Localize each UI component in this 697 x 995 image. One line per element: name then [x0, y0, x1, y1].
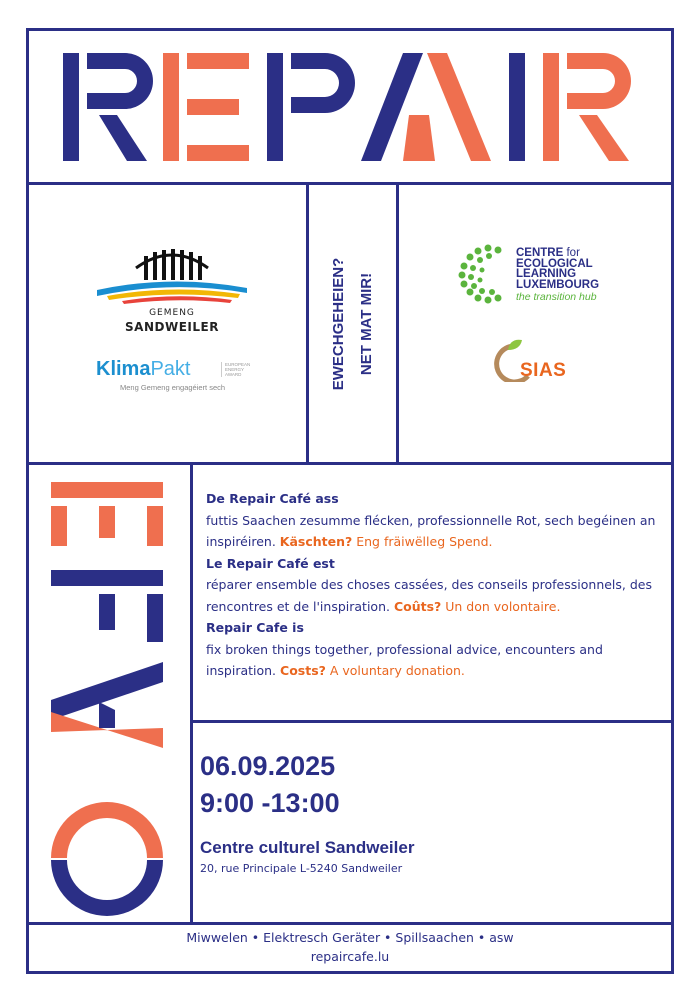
gemeng-sandweiler-logo — [92, 240, 252, 334]
slogan-box — [310, 186, 396, 462]
sias-wordmark: SIAS — [520, 360, 567, 381]
lb-heading: De Repair Café ass — [206, 491, 339, 506]
footer-url[interactable]: repaircafe.lu — [310, 949, 390, 964]
fr-heading: Le Repair Café est — [206, 555, 335, 571]
cell-name — [516, 248, 599, 290]
event-address: 20, rue Principale L-5240 Sandweiler — [200, 862, 403, 875]
lb-cost-value: Eng fräiwëlleg Spend. — [352, 534, 493, 549]
event-venue: Centre culturel Sandweiler — [200, 838, 415, 857]
cell-line: ECOLOGICAL — [516, 257, 593, 270]
cell-line: LEARNING — [516, 268, 577, 280]
fr-cost-value: Un don volontaire. — [441, 598, 561, 614]
event-date: 06.09.2025 — [200, 751, 336, 781]
fr-text: réparer ensemble des choses cassées, des conseils professionnels, des rencontres et de l'inspiration. — [206, 577, 652, 614]
cell-line: CENTRE — [516, 247, 564, 259]
description-block — [206, 488, 666, 682]
footer-items: Miwwelen • Elektresch Geräter • Spillsaachen • asw — [186, 930, 514, 945]
fr-cost-label: Coûts? — [393, 598, 442, 614]
divider — [26, 462, 674, 465]
energy-award-label — [221, 362, 250, 377]
footer — [29, 928, 671, 966]
klimapakt-logo — [96, 358, 256, 392]
cell-logo — [458, 242, 658, 310]
slogan-line-1: EWECHGEHEIEN? — [330, 257, 347, 391]
en-paragraph — [206, 639, 666, 682]
en-text: fix broken things together, professional advice, encounters and inspiration. — [206, 641, 603, 678]
sias-logo — [494, 336, 567, 386]
divider — [306, 182, 309, 465]
klimapakt-wordmark — [96, 358, 191, 380]
leaf-circle-icon — [458, 242, 514, 306]
event-datetime — [200, 748, 340, 822]
divider — [396, 182, 399, 465]
event-time: 9:00 -13:00 — [200, 788, 340, 818]
sandweiler-label: SANDWEILER — [125, 320, 219, 334]
divider — [26, 182, 674, 185]
lb-paragraph — [206, 510, 666, 553]
klimapakt-tagline: Meng Gemeng engagéiert sech — [120, 383, 226, 392]
en-cost-value: A voluntary donation. — [325, 663, 465, 678]
slogan-line-2: NET MAT MIR! — [358, 272, 375, 376]
award-line: ENERGY — [225, 367, 245, 372]
award-line: EUROPEAN — [225, 362, 251, 367]
en-cost-label: Costs? — [280, 663, 326, 678]
cafe-wordmark — [29, 466, 189, 922]
klima-bold: Klima — [96, 358, 151, 380]
cafe-vertical-title — [29, 466, 189, 922]
lb-cost-label: Käschten? — [279, 534, 353, 549]
divider — [190, 720, 674, 723]
divider — [26, 922, 674, 925]
lb-text: futtis Saachen zesumme flécken, professionnelle Rot, sech begéinen an inspiréiren. — [206, 512, 656, 549]
pakt-light: Pakt — [150, 358, 191, 380]
repair-wordmark — [63, 53, 637, 161]
slogan-text — [325, 258, 381, 391]
repair-title — [29, 31, 671, 182]
cell-line-light: for — [563, 247, 580, 259]
cell-line: LUXEMBOURG — [516, 278, 600, 291]
award-line: AWARD — [225, 372, 242, 377]
cell-tagline: the transition hub — [516, 291, 597, 303]
divider — [190, 462, 193, 925]
en-heading: Repair Cafe is — [206, 620, 304, 635]
fr-paragraph — [206, 574, 666, 617]
gemeng-label: GEMENG — [149, 308, 195, 318]
sandweiler-emblem-icon — [92, 240, 252, 306]
